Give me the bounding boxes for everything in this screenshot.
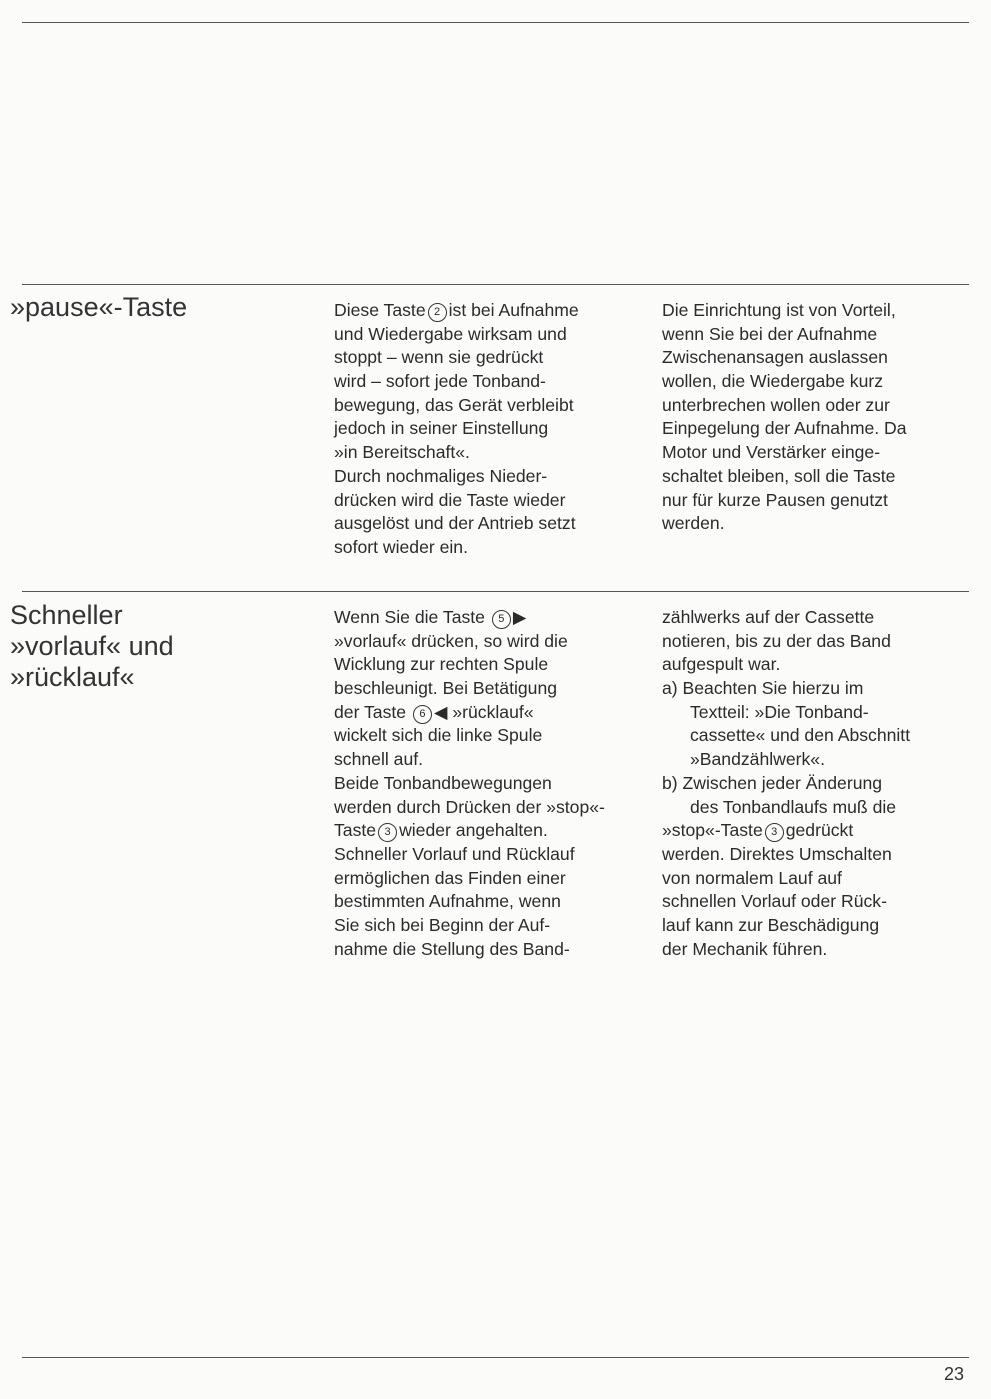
text-line: Taste 3 wieder angehalten. bbox=[334, 820, 548, 841]
text-line: aufgespult war. bbox=[662, 654, 781, 675]
text-line: Die Einrichtung ist von Vorteil, bbox=[662, 300, 896, 320]
text-line: drücken wird die Taste wieder bbox=[334, 489, 566, 510]
text-line: der Taste 6 ◀ »rücklauf« bbox=[334, 701, 534, 722]
vorlauf-column-1 bbox=[334, 606, 605, 961]
text-line: Einpegelung der Aufnahme. Da bbox=[662, 418, 907, 439]
text-line: jedoch in seiner Einstellung bbox=[334, 418, 549, 439]
text-line: a) Beachten Sie hierzu im bbox=[662, 678, 864, 699]
text-line: werden durch Drücken der »stop«- bbox=[334, 796, 605, 817]
text-line: wickelt sich die linke Spule bbox=[334, 725, 543, 746]
text-line: schnell auf. bbox=[334, 749, 423, 770]
text-line: bestimmten Aufnahme, wenn bbox=[334, 891, 561, 912]
bottom-rule bbox=[22, 1357, 969, 1358]
text-line: schaltet bleiben, soll die Taste bbox=[662, 465, 896, 486]
text-line: Diese Taste 2 ist bei Aufnahme bbox=[334, 300, 579, 320]
text-line: cassette« und den Abschnitt bbox=[690, 725, 911, 746]
text-line: »stop«-Taste 3 gedrückt bbox=[662, 820, 854, 841]
text-line: werden. bbox=[662, 513, 725, 534]
text-line: bewegung, das Gerät verbleibt bbox=[334, 394, 574, 415]
text-line: Motor und Verstärker einge- bbox=[662, 442, 881, 463]
text-line: Schneller Vorlauf und Rücklauf bbox=[334, 843, 575, 864]
text-line: des Tonbandlaufs muß die bbox=[690, 796, 897, 817]
circled-key-number: 5 bbox=[492, 610, 511, 629]
text-line: ermöglichen das Finden einer bbox=[334, 867, 566, 888]
text-line: Zwischenansagen auslassen bbox=[662, 347, 888, 368]
pause-column-2 bbox=[662, 299, 907, 536]
text-line: »in Bereitschaft«. bbox=[334, 442, 470, 463]
text-line: nur für kurze Pausen genutzt bbox=[662, 489, 888, 510]
circled-key-number: 3 bbox=[378, 823, 397, 842]
text-line: ausgelöst und der Antrieb setzt bbox=[334, 513, 576, 534]
text-line: Wicklung zur rechten Spule bbox=[334, 654, 549, 675]
heading-line: »pause«-Taste bbox=[10, 292, 188, 322]
text-line: von normalem Lauf auf bbox=[662, 867, 842, 888]
section-heading-vorlauf-ruecklauf bbox=[10, 600, 174, 693]
text-line: nahme die Stellung des Band- bbox=[334, 938, 570, 959]
section-rule bbox=[22, 591, 969, 592]
text-line: wenn Sie bei der Aufnahme bbox=[662, 323, 878, 344]
text-line: Sie sich bei Beginn der Auf- bbox=[334, 914, 551, 935]
section-heading-pause bbox=[10, 292, 187, 323]
heading-line: »vorlauf« und bbox=[10, 631, 174, 661]
text-line: Durch nochmaliges Nieder- bbox=[334, 465, 548, 486]
text-line: notieren, bis zu der das Band bbox=[662, 630, 891, 651]
text-line: stoppt – wenn sie gedrückt bbox=[334, 347, 544, 368]
text-line: zählwerks auf der Cassette bbox=[662, 607, 875, 627]
text-line: Wenn Sie die Taste 5 ▶ bbox=[334, 607, 527, 627]
vorlauf-column-2 bbox=[662, 606, 910, 961]
section-rule bbox=[22, 284, 969, 285]
text-line: »Bandzählwerk«. bbox=[690, 749, 825, 770]
text-line: b) Zwischen jeder Änderung bbox=[662, 772, 883, 793]
text-line: sofort wieder ein. bbox=[334, 536, 468, 557]
text-line: Textteil: »Die Tonband- bbox=[690, 701, 869, 722]
pause-column-1 bbox=[334, 299, 579, 560]
page-number: 23 bbox=[944, 1364, 965, 1384]
text-line: wird – sofort jede Tonband- bbox=[334, 371, 546, 392]
text-line: der Mechanik führen. bbox=[662, 938, 828, 959]
text-line: unterbrechen wollen oder zur bbox=[662, 394, 890, 415]
circled-key-number: 3 bbox=[765, 823, 784, 842]
text-line: Beide Tonbandbewegungen bbox=[334, 772, 552, 793]
text-line: beschleunigt. Bei Betätigung bbox=[334, 678, 558, 699]
text-line: lauf kann zur Beschädigung bbox=[662, 914, 880, 935]
circled-key-number: 2 bbox=[428, 303, 447, 322]
text-line: und Wiedergabe wirksam und bbox=[334, 323, 567, 344]
top-rule bbox=[22, 22, 969, 23]
circled-key-number: 6 bbox=[413, 705, 432, 724]
heading-line: Schneller bbox=[10, 600, 123, 630]
text-line: schnellen Vorlauf oder Rück- bbox=[662, 891, 887, 912]
text-line: werden. Direktes Umschalten bbox=[662, 843, 892, 864]
text-line: »vorlauf« drücken, so wird die bbox=[334, 630, 568, 651]
heading-line: »rücklauf« bbox=[10, 662, 135, 692]
text-line: wollen, die Wiedergabe kurz bbox=[662, 371, 884, 392]
